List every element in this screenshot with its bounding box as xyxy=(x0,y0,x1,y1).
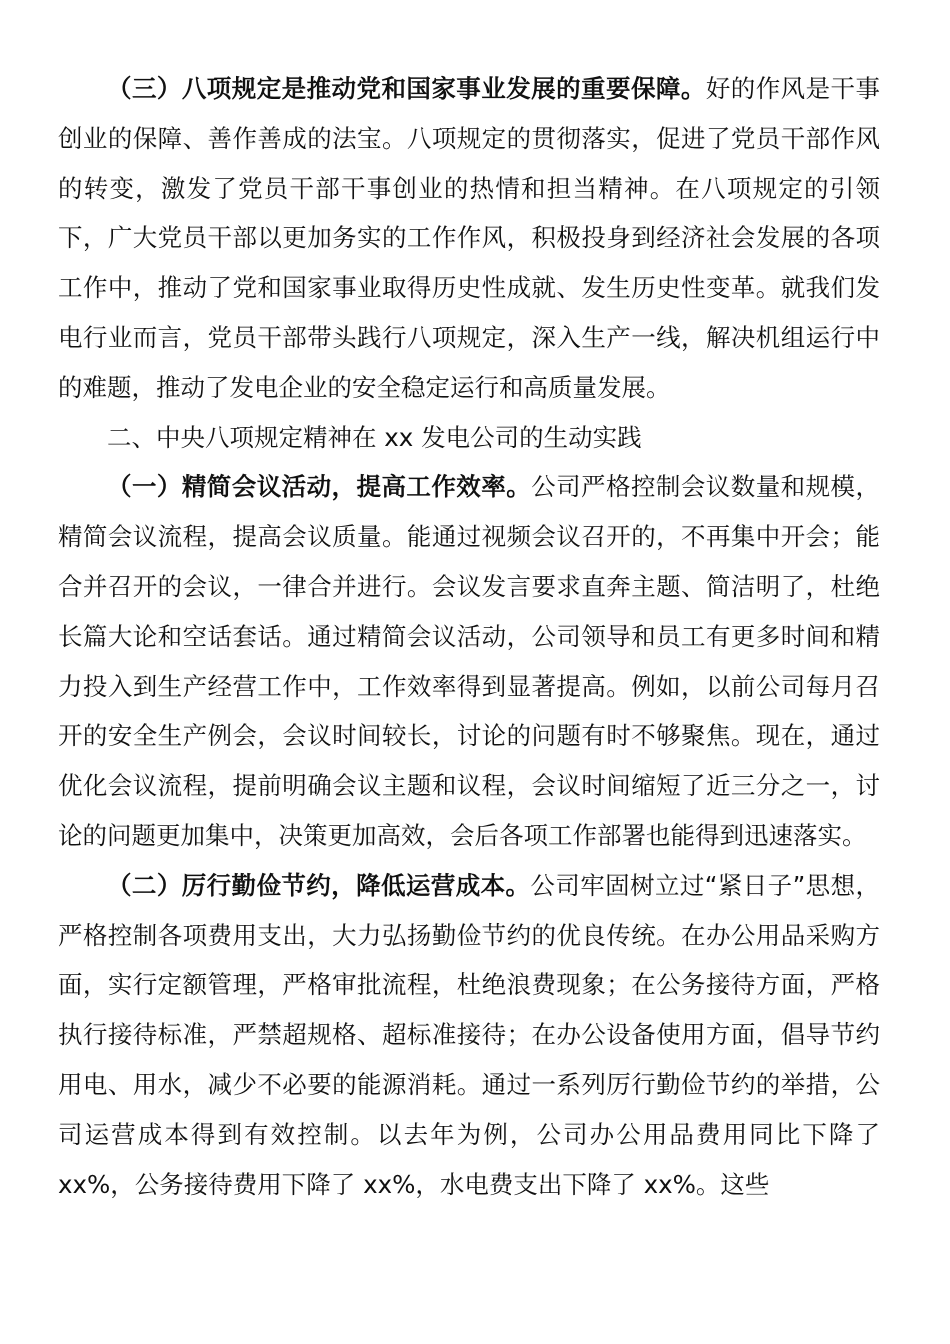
paragraph-lead-bold: （二）厉行勤俭节约，降低运营成本。 xyxy=(107,870,531,900)
document-body xyxy=(58,64,880,1209)
paragraph-section-two-point-one xyxy=(58,462,880,860)
paragraph-section-three-point-three xyxy=(58,64,880,413)
section-heading-two: 二、中央八项规定精神在 xx 发电公司的生动实践 xyxy=(107,422,642,452)
paragraph-body-text: 公司牢固树立过“紧日子”思想，严格控制各项费用支出，大力弘扬勤俭节约的优良传统。在办公用品采购方面，实行定额管理，严格审批流程，杜绝浪费现象；在公务接待方面，严格执行接待标准，严禁超规格、超标准接待；在办公设备使用方面，倡导节约用电、用水，减少不必要的能源消耗。通过一系列厉行勤俭节约的举措，公司运营成本得到有效控制。以去年为例，公司办公用品费用同比下降了 xx%，公务接待费用下降了 xx%，水电费支出下降了 xx%。这些 xyxy=(58,870,881,1199)
paragraph-lead-bold: （一）精简会议活动，提高工作效率。 xyxy=(107,472,532,502)
paragraph-body-text: 好的作风是干事创业的保障、善作善成的法宝。八项规定的贯彻落实，促进了党员干部作风的转变，激发了党员干部干事创业的热情和担当精神。在八项规定的引领下，广大党员干部以更加务实的工作作风，积极投身到经济社会发展的各项工作中，推动了党和国家事业取得历史性成就、发生历史性变革。就我们发电行业而言，党员干部带头践行八项规定，深入生产一线，解决机组运行中的难题，推动了发电企业的安全稳定运行和高质量发展。 xyxy=(58,74,881,402)
paragraph-lead-bold: （三）八项规定是推动党和国家事业发展的重要保障。 xyxy=(107,74,706,103)
paragraph-body-text: 公司严格控制会议数量和规模，精简会议流程，提高会议质量。能通过视频会议召开的，不再集中开会；能合并召开的会议，一律合并进行。会议发言要求直奔主题、简洁明了，杜绝长篇大论和空话套话。通过精简会议活动，公司领导和员工有更多时间和精力投入到生产经营工作中，工作效率得到显著提高。例如，以前公司每月召开的安全生产例会，会议时间较长，讨论的问题有时不够聚焦。现在，通过优化会议流程，提前明确会议主题和议程，会议时间缩短了近三分之一，讨论的问题更加集中，决策更加高效，会后各项工作部署也能得到迅速落实。 xyxy=(58,472,881,850)
paragraph-section-two-point-two xyxy=(58,861,880,1210)
